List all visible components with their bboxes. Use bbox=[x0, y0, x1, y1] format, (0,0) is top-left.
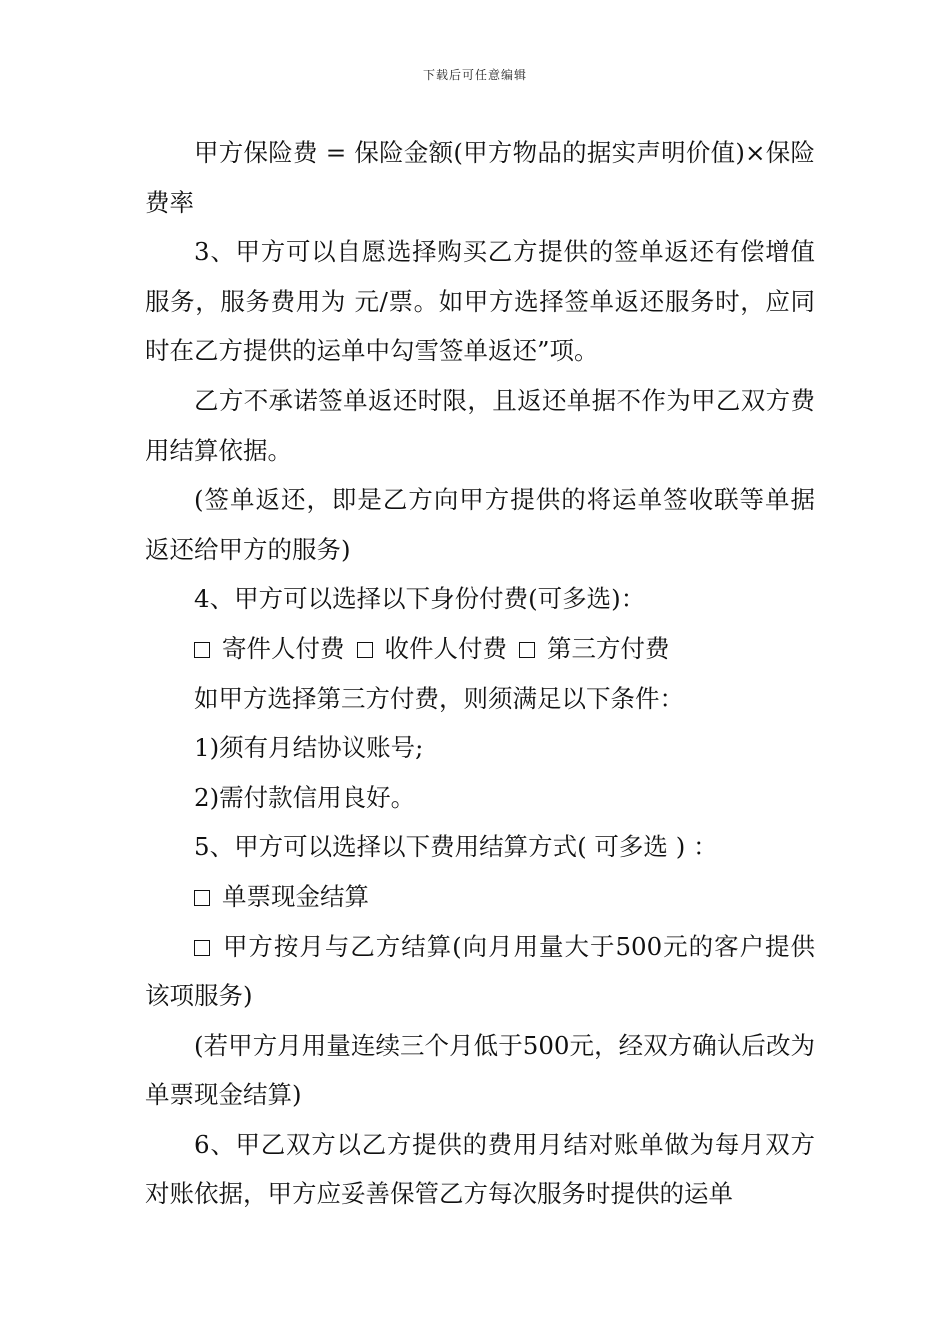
payer-option-label: 收件人付费 bbox=[384, 633, 507, 663]
checkbox-icon[interactable] bbox=[519, 642, 535, 658]
checkbox-icon[interactable] bbox=[357, 642, 373, 658]
checkbox-icon[interactable] bbox=[194, 890, 210, 906]
clause-3-paragraph: 3、甲方可以自愿选择购买乙方提供的签单返还有偿增值服务，服务费用为 元/票。如甲方选择签单返还服务时，应同时在乙方提供的运单中勾雪签单返还”项。 bbox=[145, 237, 815, 366]
clause-3-definition-paragraph: (签单返还，即是乙方向甲方提供的将运单签收联等单据返还给甲方的服务) bbox=[145, 485, 815, 564]
checkbox-icon[interactable] bbox=[194, 642, 210, 658]
payer-option-recipient[interactable] bbox=[357, 634, 508, 663]
payer-option-sender[interactable] bbox=[194, 634, 345, 663]
checkbox-icon[interactable] bbox=[194, 940, 210, 956]
settlement-option-label: 甲方按月与乙方结算(向月用量大于500元的客户提供该项服务) bbox=[145, 931, 815, 1011]
payer-option-third-party[interactable] bbox=[519, 634, 670, 663]
condition-1-paragraph: 1)须有月结协议账号; bbox=[194, 733, 424, 763]
payer-options-line bbox=[145, 624, 815, 674]
clause-6-paragraph: 6、甲乙双方以乙方提供的费用月结对账单做为每月双方对账依据，甲方应妥善保管乙方每次服务时提供的运单 bbox=[145, 1129, 815, 1209]
payer-option-label: 第三方付费 bbox=[547, 633, 670, 663]
clause-5-paragraph: 5、甲方可以选择以下费用结算方式( 可多选 ) ： bbox=[194, 832, 718, 862]
clause-4-paragraph: 4、甲方可以选择以下身份付费(可多选)： bbox=[194, 584, 646, 614]
page-header: 下载后可任意编辑 bbox=[422, 68, 527, 82]
condition-2-paragraph: 2)需付款信用良好。 bbox=[194, 782, 416, 812]
third-party-intro-paragraph: 如甲方选择第三方付费，则须满足以下条件： bbox=[194, 683, 684, 713]
settlement-note-paragraph: (若甲方月用量连续三个月低于500元，经双方确认后改为单票现金结算) bbox=[145, 1030, 815, 1110]
insurance-formula-paragraph: 甲方保险费 = 保险金额(甲方物品的据实声明价值)×保险费率 bbox=[145, 138, 815, 217]
clause-3-note-paragraph: 乙方不承诺签单返还时限，且返还单据不作为甲乙双方费用结算依据。 bbox=[145, 385, 815, 465]
payer-option-label: 寄件人付费 bbox=[222, 633, 345, 663]
settlement-option-label: 单票现金结算 bbox=[222, 881, 369, 911]
document-body bbox=[145, 128, 815, 1219]
settlement-option-monthly[interactable] bbox=[145, 922, 815, 1021]
settlement-option-cash[interactable] bbox=[145, 872, 815, 922]
